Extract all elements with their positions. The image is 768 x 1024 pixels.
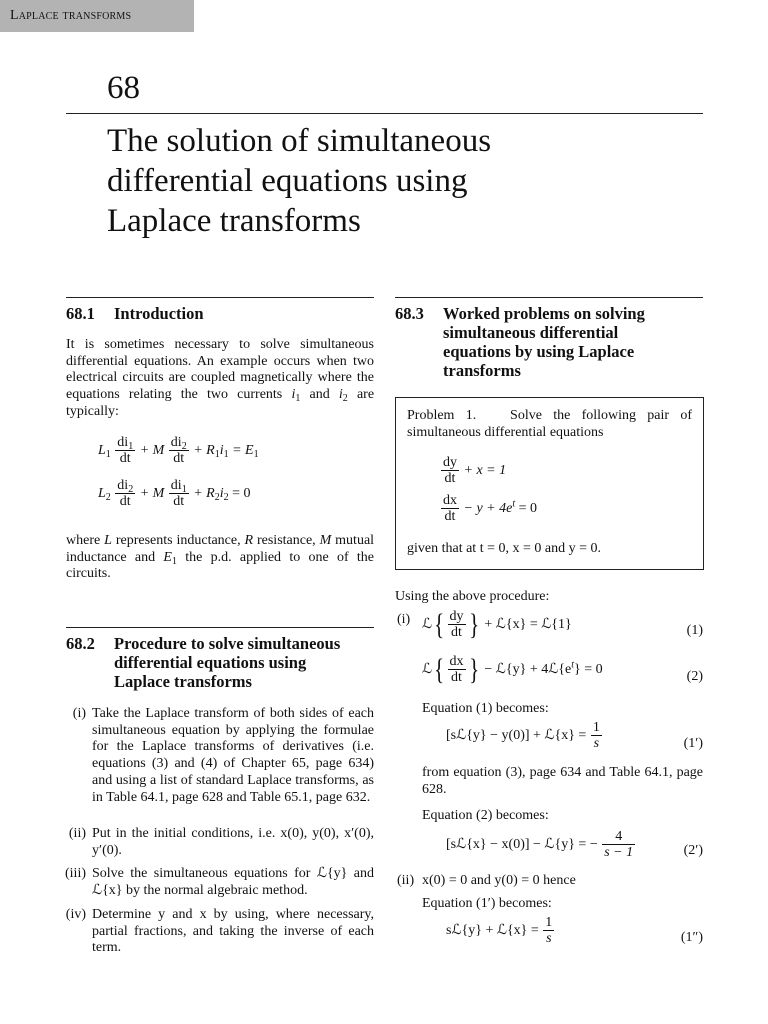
section-rule	[66, 627, 374, 628]
chapter-number: 68	[107, 70, 140, 106]
equation-number: (1′)	[683, 736, 703, 751]
fraction: $\frac{dx}{dt}$	[443, 493, 457, 524]
chapter-rule	[66, 113, 703, 114]
chapter-title	[107, 121, 667, 241]
section-number: 68.2	[66, 634, 95, 653]
equation-number: (2)	[686, 669, 703, 684]
list-item-text: Take the Laplace transform of both sides of each simultaneous equation by applying the formulae for the Laplace transforms of derivatives (i.e. equations (3) and (4) of Chapter 65, page 634) and using a list of standard Laplace transforms, as in Table 64.1, page 628 and Table 65.1, page 632.	[92, 706, 374, 805]
transformed-equation-2p: [sℒ{x} − x(0)] − ℒ{y} = − $\frac{4}{s - 1}$	[446, 829, 634, 860]
step-text: from equation (3), page 634 and Table 64.1, page 628.	[422, 765, 703, 797]
initial-conditions: given that at t = 0, x = 0 and y = 0.	[407, 541, 601, 556]
chapter-title-line: The solution of simultaneous	[107, 123, 492, 159]
solution-intro: Using the above procedure:	[395, 589, 550, 604]
section-heading-68-1	[66, 304, 374, 324]
fraction: $\frac{1}{s}$	[592, 720, 600, 751]
procedure-list	[62, 706, 374, 966]
fraction: $\frac{dx}{dt}$	[449, 654, 464, 685]
step-label: (i)	[397, 612, 411, 627]
running-head	[0, 0, 194, 32]
intro-paragraph: It is sometimes necessary to solve simultaneous differential equations. An example occurs when two electrical circuits are coupled magnetically where the equations relating the two currents $i_1$ and $i_2$ are typically:	[66, 337, 375, 419]
equation-number: (1)	[686, 623, 703, 638]
transform-equation-1: ℒ{ $\frac{dy}{dt}$ } + ℒ{x} = ℒ{1}	[422, 608, 572, 641]
section-rule	[395, 297, 703, 298]
problem-equation-1: $\frac{dy}{dt}$ + x = 1	[443, 455, 507, 486]
step-text: Equation (1′) becomes:	[422, 896, 552, 911]
step-text: x(0) = 0 and y(0) = 0 hence	[422, 873, 576, 888]
list-item-label: (i)	[72, 706, 86, 721]
fraction: $\frac{4}{s - 1}$	[604, 829, 634, 860]
fraction: $\frac{1}{s}$	[545, 915, 553, 946]
coupled-equation-1: $L_1$ $\frac{di_1}{dt}$ + M $\frac{di_2}{dt}$ + $R_1i_1 = E_1$	[98, 435, 259, 466]
running-head-text: Laplace transforms	[10, 8, 132, 23]
section-title: Worked problems on solving simultaneous differential equations by using Laplace transforms	[443, 304, 645, 380]
coupled-equation-2: $L_2$ $\frac{di_2}{dt}$ + M $\frac{di_1}{dt}$ + $R_2i_2 = 0$	[98, 478, 251, 509]
list-item-text: Solve the simultaneous equations for ℒ{y} and ℒ{x} by the normal algebraic method.	[92, 866, 374, 898]
section-title: Procedure to solve simultaneous differential equations using Laplace transforms	[114, 634, 341, 691]
transformed-equation-1p: [sℒ{y} − y(0)] + ℒ{x} = $\frac{1}{s}$	[446, 720, 600, 751]
equation-number: (2′)	[683, 843, 703, 858]
problem-statement: Problem 1. Solve the following pair of simultaneous differential equations	[407, 408, 692, 440]
section-rule	[66, 297, 374, 298]
list-item-label: (iii)	[65, 866, 86, 881]
list-item-label: (iv)	[65, 907, 86, 922]
section-heading-68-2	[66, 634, 374, 694]
fraction: $\frac{dy}{dt}$	[449, 609, 464, 640]
where-paragraph: where L represents inductance, R resistance, M mutual inductance and $E_1$ the p.d. applied to one of the circuits.	[66, 533, 375, 582]
fraction: $\frac{dy}{dt}$	[443, 455, 457, 486]
step-text: Equation (1) becomes:	[422, 701, 549, 716]
transform-equation-2: ℒ{ $\frac{dx}{dt}$ } − ℒ{y} + $4ℒ\{e^t\} = 0$	[422, 653, 603, 686]
fraction: $\frac{di_2}{dt}$	[170, 435, 187, 466]
fraction: $\frac{di_1}{dt}$	[117, 435, 134, 466]
step-text: Equation (2) becomes:	[422, 808, 549, 823]
list-item-label: (ii)	[68, 826, 86, 841]
list-item-text: Put in the initial conditions, i.e. x(0), y(0), x′(0), y′(0).	[92, 826, 374, 858]
problem-box	[395, 397, 704, 570]
problem-equation-2: $\frac{dx}{dt}$ − $y + 4e^t = 0$	[443, 493, 538, 524]
fraction: $\frac{di_1}{dt}$	[170, 478, 187, 509]
section-heading-68-3	[395, 304, 703, 384]
section-number: 68.1	[66, 304, 95, 323]
list-item-text: Determine y and x by using, where necessary, partial fractions, and taking the inverse of each term.	[92, 907, 374, 956]
transformed-equation-1pp: sℒ{y} + ℒ{x} = $\frac{1}{s}$	[446, 915, 553, 946]
section-number: 68.3	[395, 304, 424, 323]
section-title: Introduction	[114, 304, 204, 323]
step-label: (ii)	[397, 873, 415, 888]
chapter-title-line: differential equations using	[107, 163, 468, 199]
equation-number: (1″)	[680, 930, 703, 945]
chapter-title-line: Laplace transforms	[107, 203, 361, 239]
fraction: $\frac{di_2}{dt}$	[117, 478, 134, 509]
